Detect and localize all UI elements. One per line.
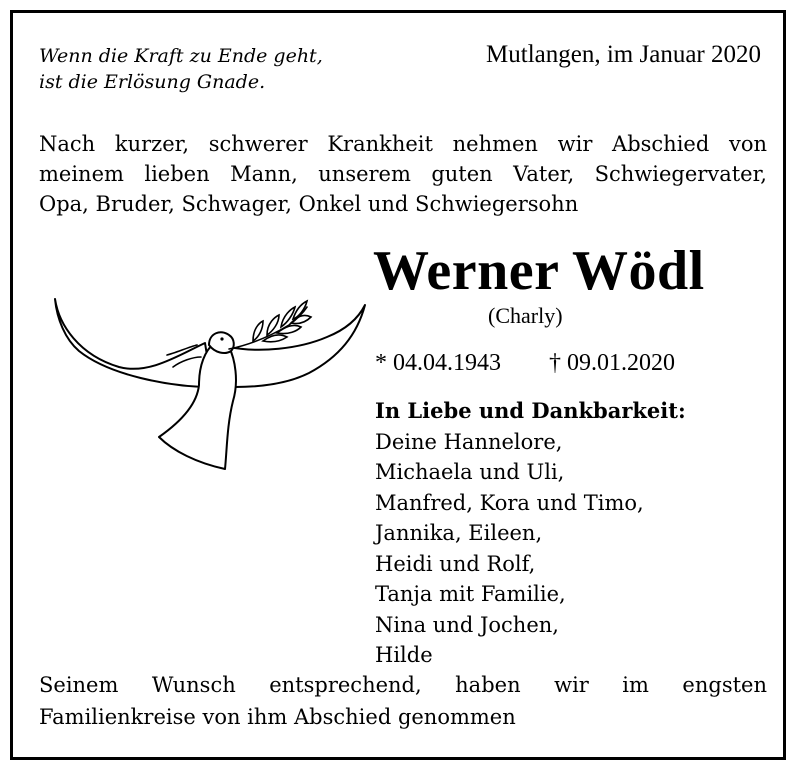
- motto-quote: [39, 43, 323, 95]
- intro-line: Nach kurzer, schwerer Krankheit nehmen wir Abschied von: [39, 132, 767, 156]
- obituary-notice: [10, 10, 786, 760]
- death-date: † 09.01.2020: [549, 350, 675, 376]
- closing-text: [39, 669, 767, 733]
- mourners-list: [375, 396, 686, 671]
- place-date: Mutlangen, im Januar 2020: [486, 41, 761, 68]
- birth-date: * 04.04.1943: [375, 350, 501, 376]
- mourner-entry: Jannika, Eileen,: [375, 521, 543, 545]
- mourner-entry: Nina und Jochen,: [375, 612, 559, 637]
- life-dates: [375, 350, 675, 377]
- closing-line: Seinem Wunsch entsprechend, haben wir im engsten: [39, 673, 767, 697]
- mourner-entry: Manfred, Kora und Timo,: [375, 490, 644, 515]
- motto-line: ist die Erlösung Gnade.: [39, 71, 266, 93]
- mourner-entry: Tanja mit Familie,: [375, 582, 566, 606]
- mourner-entry: Deine Hannelore,: [375, 429, 563, 454]
- deceased-nickname: (Charly): [488, 303, 563, 328]
- closing-line: Familienkreise von ihm Abschied genommen: [39, 705, 516, 729]
- motto-line: Wenn die Kraft zu Ende geht,: [39, 45, 323, 67]
- deceased-name: Werner Wödl: [373, 240, 705, 302]
- intro-text: [39, 129, 767, 219]
- intro-line: Opa, Bruder, Schwager, Onkel und Schwiegersohn: [39, 192, 579, 216]
- mourner-entry: Michaela und Uli,: [375, 460, 565, 484]
- mourners-heading: In Liebe und Dankbarkeit:: [375, 398, 686, 423]
- dove-with-olive-branch-icon: [49, 295, 369, 479]
- mourner-entry: Heidi und Rolf,: [375, 551, 536, 576]
- intro-line: meinem lieben Mann, unserem guten Vater, Schwiegervater,: [39, 162, 767, 186]
- mourner-entry: Hilde: [375, 643, 433, 667]
